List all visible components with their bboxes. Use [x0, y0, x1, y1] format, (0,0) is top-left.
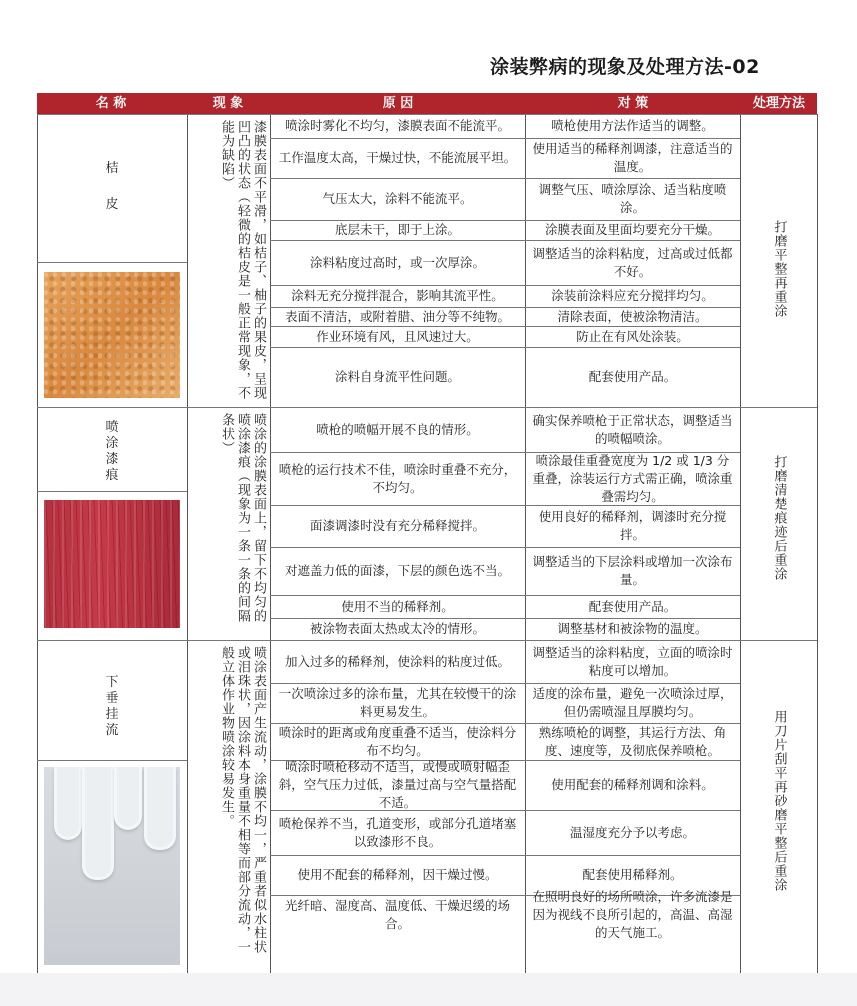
- grid-line: [37, 262, 187, 263]
- page-title: 涂装弊病的现象及处理方法-02: [490, 56, 760, 78]
- grid-line: [740, 114, 741, 973]
- phenomenon-text: 喷涂表面产生流动，涂膜不均一，严重者似水柱状或泪珠状，因涂料本身重量不相等而部分流动，一般立体作业物喷涂较易发生。: [219, 646, 266, 954]
- drip-shape: [54, 767, 82, 840]
- header-phenomenon: 现 象: [212, 96, 244, 111]
- cause-cell: 喷涂时喷枪移动不适当，或慢或喷射幅歪斜，空气压力过低，漆量过高与空气量搭配不适。: [278, 759, 517, 810]
- treatment-text: 打磨平整再重涂: [771, 220, 787, 318]
- measure-cell: 在照明良好的场所喷涂，许多流漆是因为视线不良所引起的，高温、高湿的天气施工。: [532, 889, 733, 940]
- cause-cell: 面漆调漆时没有充分稀释搅拌。: [309, 518, 485, 533]
- defect-name: 下 垂 挂 流: [105, 675, 119, 738]
- cause-cell: 涂料无充分搅拌混合，影响其流平性。: [291, 288, 504, 303]
- measure-cell: 配套使用稀释剂。: [582, 867, 683, 882]
- measure-cell: 熟练喷枪的调整，其运行方法、角度、速度等，及彻底保养喷枪。: [538, 724, 727, 758]
- cause-cell: 喷枪的喷幅开展不良的情形。: [316, 421, 479, 437]
- treatment-text: 用刀片刮平再砂磨平整后重涂: [771, 710, 787, 892]
- cause-cell: 涂料自身流平性问题。: [334, 369, 460, 384]
- measure-cell: 温湿度充分予以考虑。: [569, 824, 695, 840]
- measure-cell: 适度的涂布量，避免一次喷涂过厚，但仍需喷湿且厚膜均匀。: [532, 686, 733, 719]
- measure-cell: 调整适当的下层涂料或增加一次涂布量。: [532, 554, 733, 587]
- spray-mark-texture: [44, 500, 180, 628]
- defect-name: 喷 涂 漆 痕: [105, 420, 119, 483]
- measure-cell: 配套使用产品。: [588, 598, 677, 614]
- cause-cell: 作业环境有风，且风速过大。: [316, 328, 479, 344]
- measure-cell: 喷枪使用方法作适当的调整。: [551, 118, 714, 133]
- cause-cell: 气压太大，涂料不能流平。: [322, 191, 473, 206]
- cause-cell: 使用不配套的稀释剂，因干燥过慢。: [297, 867, 498, 882]
- measure-cell: 使用良好的稀释剂，调漆时充分搅拌。: [538, 509, 727, 542]
- cause-cell: 一次喷涂过多的涂布量，尤其在较慢干的涂料更易发生。: [278, 686, 517, 719]
- measure-cell: 喷涂最佳重叠宽度为 1/2 或 1/3 分重叠，涂装运行方式需正确，喷涂重叠需均匀。: [532, 452, 733, 504]
- treatment-text: 打磨清楚痕迹后重涂: [771, 455, 787, 581]
- measure-cell: 配套使用产品。: [588, 369, 677, 384]
- cause-cell: 喷枪的运行技术不佳，喷涂时重叠不充分，不均匀。: [278, 461, 517, 495]
- drip-shape: [114, 767, 142, 830]
- measure-cell: 确实保养喷枪于正常状态，调整适当的喷幅喷涂。: [532, 412, 733, 446]
- cause-cell: 对遮盖力低的面漆，下层的颜色选不当。: [284, 563, 510, 578]
- measure-cell: 使用适当的稀释剂调漆，注意适当的温度。: [532, 141, 733, 174]
- header-name: 名 称: [95, 96, 127, 111]
- sagging-drip-texture: [44, 767, 180, 965]
- measure-cell: 使用配套的稀释剂调和涂料。: [551, 777, 714, 792]
- measure-cell: 清除表面，使被涂物清洁。: [557, 308, 708, 324]
- orange-peel-texture: [44, 272, 180, 398]
- measure-cell: 调整气压、喷涂厚涂、适当粘度喷涂。: [538, 182, 727, 215]
- cause-cell: 喷涂时的距离或角度重叠不适当，使涂料分布不均匀。: [278, 724, 517, 758]
- cause-cell: 使用不当的稀释剂。: [341, 598, 454, 614]
- cause-cell: 底层未干，即于上涂。: [334, 222, 460, 237]
- header-cause: 原 因: [382, 96, 414, 111]
- measure-cell: 涂装前涂料应充分搅拌均匀。: [551, 288, 714, 303]
- cause-cell: 工作温度太高，干燥过快，不能流展平坦。: [278, 150, 517, 165]
- header-measure: 对 策: [617, 96, 649, 111]
- grid-line: [37, 491, 187, 492]
- measure-cell: 调整适当的涂料粘度，过高或过低都不好。: [532, 245, 733, 279]
- cause-cell: 光纤暗、湿度高、温度低、干燥迟缓的场合。: [284, 898, 510, 931]
- measure-cell: 防止在有风处涂装。: [576, 328, 689, 344]
- cause-cell: 喷枪保养不当，孔道变形，或部分孔道堵塞以致漆形不良。: [278, 815, 517, 849]
- phenomenon-text: 漆膜表面不平滑，如桔子、柚子的果皮，呈现凹凸的状态（轻微的桔皮是一般正常现象，不能为缺陷）: [219, 120, 266, 400]
- cause-cell: 喷涂时雾化不均匀，漆膜表面不能流平。: [284, 118, 510, 133]
- measure-cell: 调整适当的涂料粘度，立面的喷涂时粘度可以增加。: [532, 644, 733, 678]
- drip-shape: [82, 767, 114, 880]
- cause-cell: 涂料粘度过高时，或一次厚涂。: [309, 254, 485, 270]
- measure-cell: 涂膜表面及里面均要充分干燥。: [544, 222, 720, 237]
- header-treatment: 处理方法: [752, 96, 805, 111]
- grid-line: [817, 114, 818, 973]
- drip-shape: [144, 767, 176, 850]
- grid-line: [37, 760, 187, 761]
- cause-cell: 表面不清洁，或附着腊、油分等不纯物。: [284, 308, 510, 324]
- defect-name: 桔 皮: [105, 161, 119, 212]
- measure-cell: 调整基材和被涂物的温度。: [557, 621, 708, 636]
- grid-line: [37, 114, 38, 973]
- grid-line: [187, 114, 188, 973]
- bottom-band: [0, 973, 857, 1006]
- cause-cell: 加入过多的稀释剂，使涂料的粘度过低。: [284, 653, 510, 669]
- phenomenon-text: 喷涂的涂膜表面上，留下不均匀的喷涂漆痕（现象为一条一条的间隔条状）: [219, 413, 266, 623]
- cause-cell: 被涂物表面太热或太冷的情形。: [309, 621, 485, 636]
